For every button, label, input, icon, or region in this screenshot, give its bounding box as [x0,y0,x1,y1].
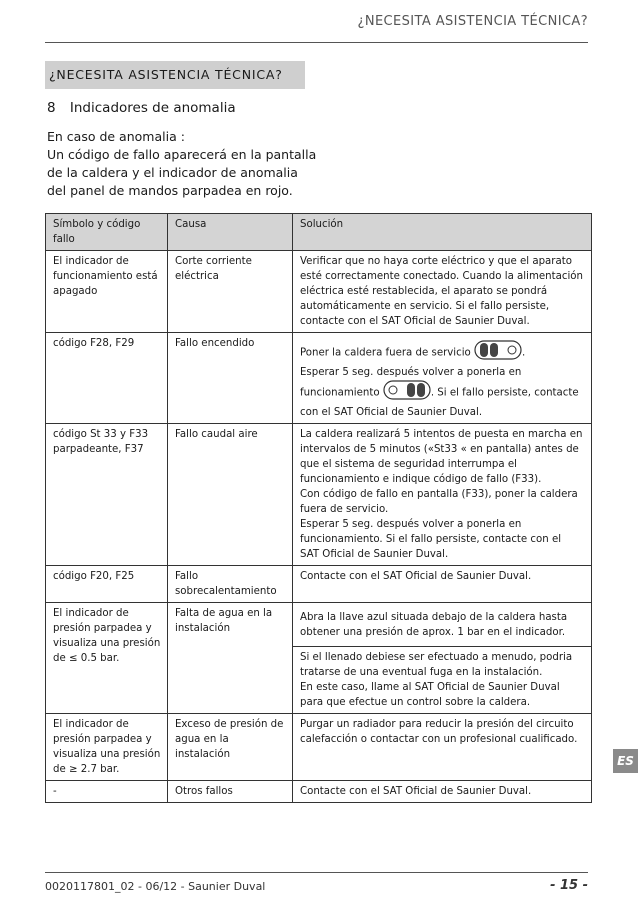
cell-cause: Falta de agua en la instalación [168,603,293,714]
header-symbol: Símbolo y código fallo [46,214,168,251]
header-cause: Causa [168,214,293,251]
cell-solution [293,424,592,566]
fault-table [45,213,592,803]
solution-text: Poner la caldera fuera de servicio [300,347,471,359]
table-row [46,714,592,781]
cell-cause: Otros fallos [168,781,293,803]
cell-symbol: El indicador de presión parpadea y visualiza una presión de ≤ 0.5 bar. [46,603,168,714]
page-number: - 15 - [550,878,588,893]
cell-symbol: código St 33 y F33 parpadeante, F37 [46,424,168,566]
cell-symbol: código F28, F29 [46,333,168,424]
cell-symbol: El indicador de presión parpadea y visualiza una presión de ≥ 2.7 bar. [46,714,168,781]
solution-text: . Si el fallo persiste, contacte con el SAT Oficial de Saunier Duval. [300,387,579,418]
intro-text [47,128,317,200]
cell-cause: Fallo encendido [168,333,293,424]
solution-line: Con código de fallo en pantalla (F33), poner la caldera fuera de servicio. [300,489,578,515]
solution-line: Abra la llave azul situada debajo de la caldera hasta obtener una presión de aprox. 1 bar en el indicador. [300,612,568,638]
footer-rule [45,872,588,873]
intro-line: En caso de anomalia : [47,129,185,144]
heading-text: Indicadores de anomalia [69,100,236,116]
table-row [46,781,592,803]
off-position-switch-icon [474,340,522,365]
cell-cause: Corte corriente eléctrica [168,251,293,333]
cell-solution: Purgar un radiador para reducir la presión del circuito calefacción o contactar con un profesional cualificado. [293,714,592,781]
cell-symbol: El indicador de funcionamiento está apagado [46,251,168,333]
cell-solution: Contacte con el SAT Oficial de Saunier Duval. [293,566,592,603]
cell-solution [293,603,592,647]
table-row [46,566,592,603]
on-position-switch-icon [383,380,431,405]
header-solution: Solución [293,214,592,251]
cell-solution: Verificar que no haya corte eléctrico y que el aparato esté correctamente conectado. Cuando la alimentación eléctrica esté restablecida, el aparato se pondrá automáticamente en servicio. Si el fallo persiste, contacte con el SAT Oficial de Saunier Duval. [293,251,592,333]
cell-symbol: código F20, F25 [46,566,168,603]
table-row [46,333,592,424]
table-row [46,424,592,566]
section-title: ¿NECESITA ASISTENCIA TÉCNICA? [45,61,305,89]
table-row [46,603,592,647]
intro-paragraph: Un código de fallo aparecerá en la pantalla de la caldera y el indicador de anomalia del panel de mandos parpadea en rojo. [47,147,317,198]
table-header-row [46,214,592,251]
table-row [46,251,592,333]
running-header: ¿NECESITA ASISTENCIA TÉCNICA? [357,14,588,29]
heading-number: 8 [47,100,56,116]
solution-line: Esperar 5 seg. después volver a ponerla en funcionamiento. Si el fallo persiste, contacte con el SAT Oficial de Saunier Duval. [300,519,562,560]
solution-text: Esperar 5 seg. después volver a ponerla en funcionamiento [300,367,522,399]
solution-line: Si el llenado debiese ser efectuado a menudo, podria tratarse de una eventual fuga en la instalación. [300,652,573,678]
footer-doc-ref: 0020117801_02 - 06/12 - Saunier Duval [45,880,266,893]
cell-cause: Exceso de presión de agua en la instalación [168,714,293,781]
cell-cause: Fallo caudal aire [168,424,293,566]
solution-text: . [522,347,526,359]
cell-cause: Fallo sobrecalentamiento [168,566,293,603]
solution-line: La caldera realizará 5 intentos de puesta en marcha en intervalos de 5 minutos («St33 « en pantalla) antes de que el sistema de seguridad interrumpa el funcionamiento e indique código de fallo (F33). [300,429,583,485]
language-tab: ES [613,749,638,773]
section-heading [47,100,236,116]
cell-solution [293,333,592,424]
cell-symbol: - [46,781,168,803]
solution-line: En este caso, llame al SAT Oficial de Saunier Duval para que efectue un control sobre la caldera. [300,682,560,708]
cell-solution: Contacte con el SAT Oficial de Saunier Duval. [293,781,592,803]
header-rule [45,42,588,43]
cell-solution-extra [293,647,592,714]
